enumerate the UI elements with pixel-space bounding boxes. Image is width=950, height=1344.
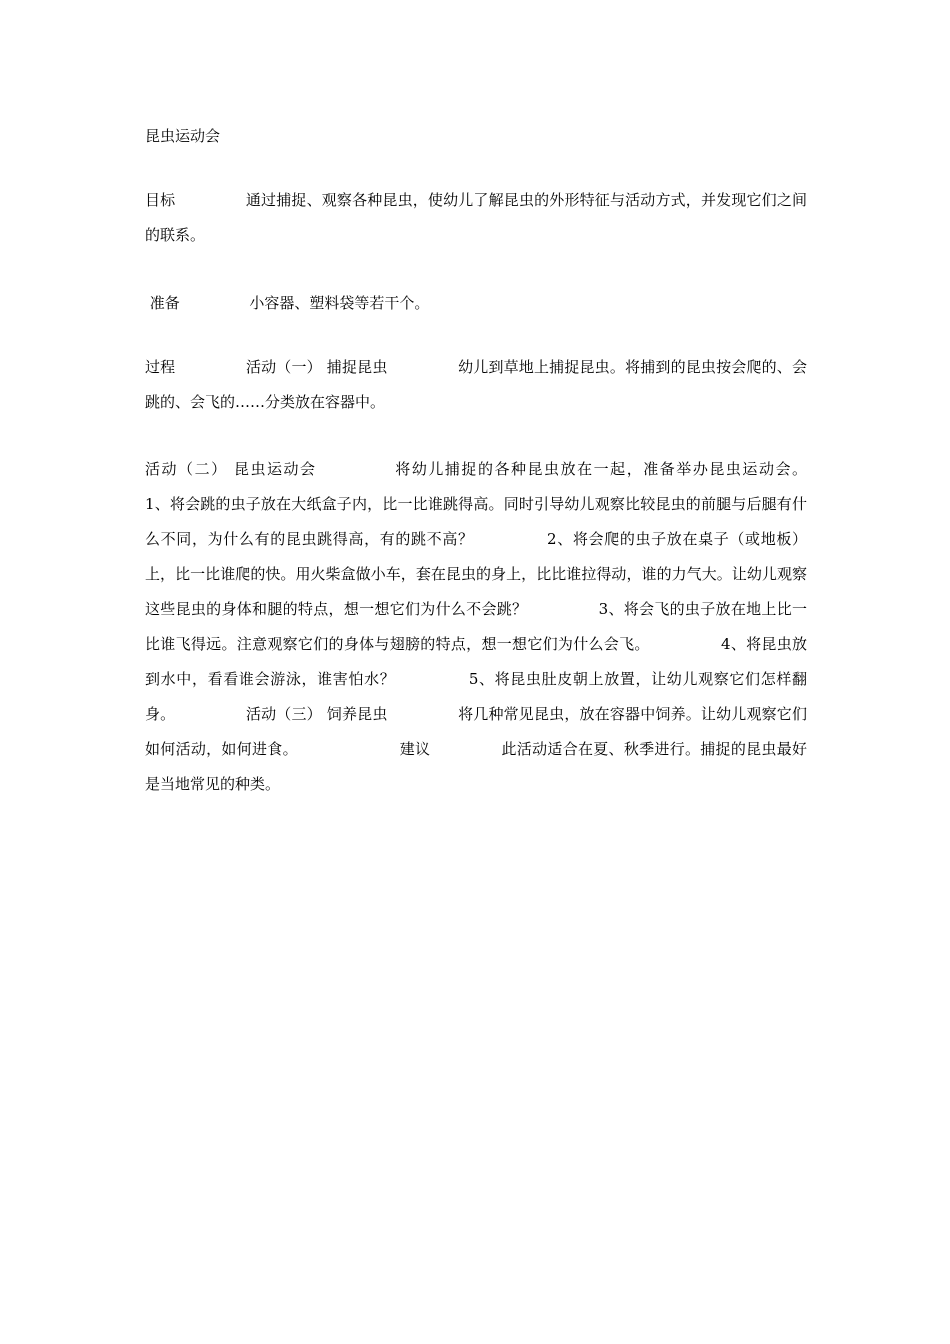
activity-two-paragraph: 活动（二） 昆虫运动会 将幼儿捕捉的各种昆虫放在一起，准备举办昆虫运动会。 1、将会跳的虫子放在大纸盒子内，比一比谁跳得高。同时引导幼儿观察比较昆虫的前腿与后腿有什么不同，为什么有的昆虫跳得高，有的跳不高？ 2、将会爬的虫子放在桌子（或地板）上，比一比谁爬的快。用火柴盒做小车，套在昆虫的身上，比比谁拉得动，谁的力气大。让幼儿观察这些昆虫的身体和腿的特点，想一想它们为什么不会跳？ 3、将会飞的虫子放在地上比一比谁飞得远。注意观察它们的身体与翅膀的特点，想一想它们为什么会飞。 4、将昆虫放到水中，看看谁会游泳，谁害怕水？ 5、将昆虫肚皮朝上放置，让幼儿观察它们怎样翻身。 活动（三） 饲养昆虫 将几种常见昆虫，放在容器中饲养。让幼儿观察它们如何活动，如何进食。 建议 此活动适合在夏、秋季进行。捕捉的昆虫最好是当地常见的种类。 [145,460,877,793]
process-paragraph: 过程 活动（一） 捕捉昆虫 幼儿到草地上捕捉昆虫。将捕到的昆虫按会爬的、会跳的、会飞的……分类放在容器中。 [145,358,807,411]
goal-paragraph: 目标 通过捕捉、观察各种昆虫，使幼儿了解昆虫的外形特征与活动方式，并发现它们之间的联系。 [145,191,807,244]
document-title: 昆虫运动会 [145,127,221,145]
preparation-paragraph: 准备 小容器、塑料袋等若干个。 [145,294,430,312]
